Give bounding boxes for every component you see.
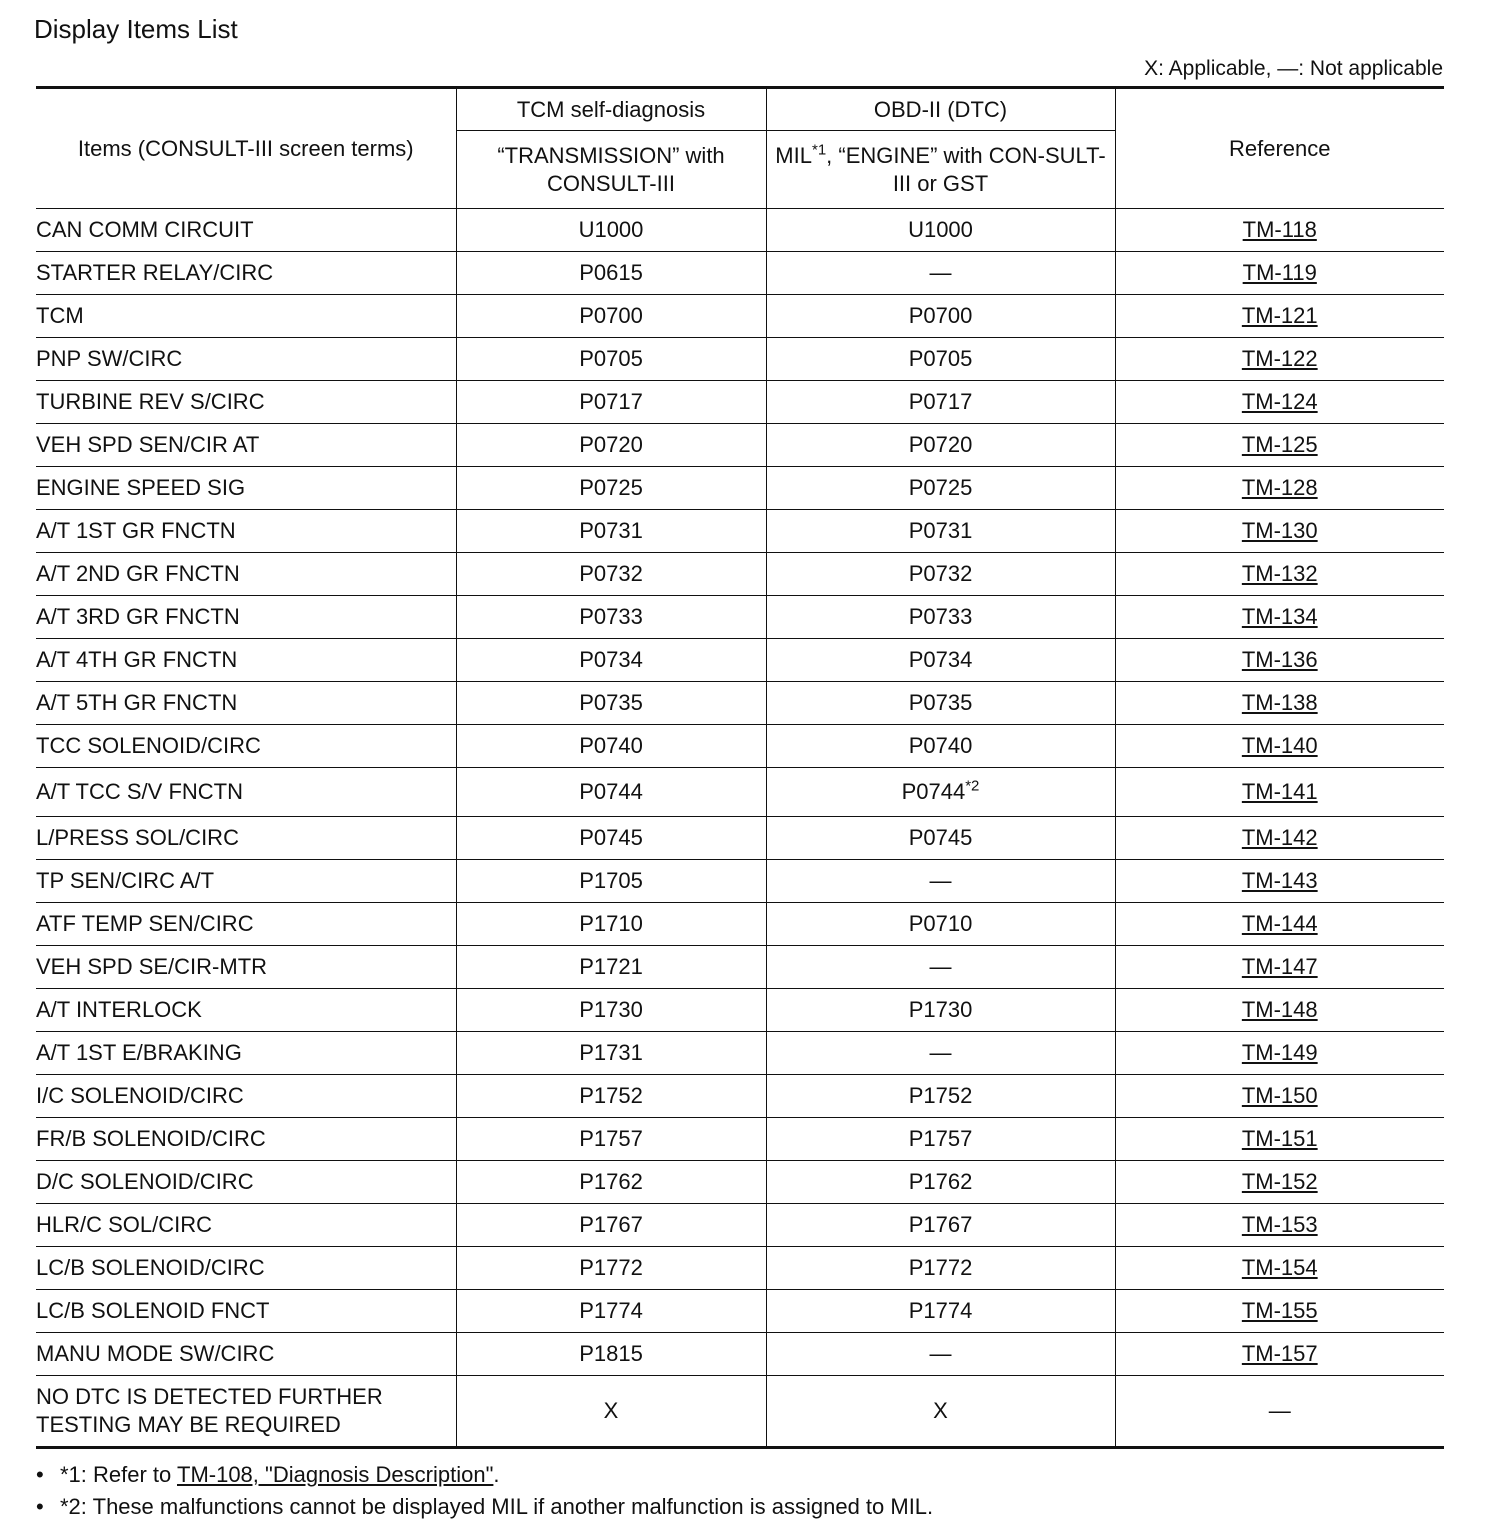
item-cell: A/T 1ST E/BRAKING	[36, 1032, 456, 1075]
table-row	[36, 1247, 1444, 1290]
reference-cell	[1115, 1333, 1444, 1376]
header-obd: OBD-II (DTC)	[766, 88, 1115, 131]
obd-code-cell: P0720	[766, 424, 1115, 467]
item-cell: A/T INTERLOCK	[36, 989, 456, 1032]
obd-code-cell: P0700	[766, 295, 1115, 338]
item-cell: TCM	[36, 295, 456, 338]
header-reference: Reference	[1115, 88, 1444, 209]
tcm-code-cell: P1752	[456, 1075, 766, 1118]
header-tcm-sub: “TRANSMISSION” with CONSULT-III	[456, 131, 766, 209]
table-row	[36, 768, 1444, 817]
item-cell: TP SEN/CIRC A/T	[36, 860, 456, 903]
tcm-code-cell: U1000	[456, 209, 766, 252]
table-row	[36, 424, 1444, 467]
obd-code-cell: P0725	[766, 467, 1115, 510]
tcm-code-cell: P0734	[456, 639, 766, 682]
reference-link[interactable]: TM-118	[1242, 217, 1317, 242]
table-row	[36, 1333, 1444, 1376]
obd-code-cell: P0733	[766, 596, 1115, 639]
obd-code-cell: U1000	[766, 209, 1115, 252]
table-row	[36, 596, 1444, 639]
obd-code-cell: P0731	[766, 510, 1115, 553]
tcm-code-cell: P1757	[456, 1118, 766, 1161]
reference-cell	[1115, 1247, 1444, 1290]
reference-link[interactable]: TM-138	[1241, 690, 1318, 715]
reference-link[interactable]: TM-141	[1241, 779, 1318, 804]
item-cell: A/T 5TH GR FNCTN	[36, 682, 456, 725]
obd-code-cell: P0740	[766, 725, 1115, 768]
obd-code-cell: P1762	[766, 1161, 1115, 1204]
item-cell: HLR/C SOL/CIRC	[36, 1204, 456, 1247]
reference-cell	[1115, 860, 1444, 903]
table-row	[36, 295, 1444, 338]
obd-code-cell: —	[766, 1032, 1115, 1075]
item-cell: VEH SPD SEN/CIR AT	[36, 424, 456, 467]
reference-link[interactable]: TM-150	[1241, 1083, 1318, 1108]
tcm-code-cell: P1730	[456, 989, 766, 1032]
obd-code-cell: P0734	[766, 639, 1115, 682]
obd-code-cell: P0735	[766, 682, 1115, 725]
item-cell: A/T TCC S/V FNCTN	[36, 768, 456, 817]
obd-code-cell: P0710	[766, 903, 1115, 946]
reference-cell	[1115, 209, 1444, 252]
table-row	[36, 467, 1444, 510]
obd-code-cell: —	[766, 252, 1115, 295]
reference-link[interactable]: TM-134	[1241, 604, 1318, 629]
reference-link[interactable]: TM-121	[1241, 303, 1318, 328]
tcm-code-cell: X	[456, 1376, 766, 1448]
header-obd-sub-prefix: MIL	[775, 142, 812, 168]
bullet: •	[36, 1494, 44, 1519]
reference-cell	[1115, 424, 1444, 467]
item-cell: A/T 4TH GR FNCTN	[36, 639, 456, 682]
table-body	[36, 209, 1444, 1448]
reference-link[interactable]: TM-149	[1241, 1040, 1318, 1065]
reference-cell	[1115, 1161, 1444, 1204]
tcm-code-cell: P0700	[456, 295, 766, 338]
reference-cell	[1115, 467, 1444, 510]
header-obd-sub	[766, 131, 1115, 209]
obd-code-cell: P1730	[766, 989, 1115, 1032]
obd-code-cell	[766, 768, 1115, 817]
diagnosis-description-link[interactable]: TM-108, "Diagnosis Description"	[177, 1462, 494, 1487]
obd-code-cell: —	[766, 946, 1115, 989]
table-row	[36, 1075, 1444, 1118]
reference-cell: —	[1115, 1376, 1444, 1448]
reference-cell	[1115, 817, 1444, 860]
tcm-code-cell: P0717	[456, 381, 766, 424]
reference-link[interactable]: TM-152	[1241, 1169, 1318, 1194]
reference-link[interactable]: TM-142	[1241, 825, 1318, 850]
tcm-code-cell: P1710	[456, 903, 766, 946]
tcm-code-cell: P0725	[456, 467, 766, 510]
reference-link[interactable]: TM-147	[1241, 954, 1318, 979]
display-items-table	[36, 86, 1444, 1449]
reference-link[interactable]: TM-132	[1241, 561, 1318, 586]
page-title: Display Items List	[34, 14, 238, 44]
applicability-legend: X: Applicable, —: Not applicable	[1144, 57, 1443, 80]
tcm-code-cell: P1774	[456, 1290, 766, 1333]
reference-cell	[1115, 1290, 1444, 1333]
table-row	[36, 1376, 1444, 1448]
item-cell: PNP SW/CIRC	[36, 338, 456, 381]
item-cell: FR/B SOLENOID/CIRC	[36, 1118, 456, 1161]
item-cell: A/T 2ND GR FNCTN	[36, 553, 456, 596]
reference-cell	[1115, 252, 1444, 295]
item-cell: A/T 1ST GR FNCTN	[36, 510, 456, 553]
obd-code-cell: —	[766, 1333, 1115, 1376]
table-row	[36, 817, 1444, 860]
tcm-code-cell: P0745	[456, 817, 766, 860]
tcm-code-cell: P0735	[456, 682, 766, 725]
table-row	[36, 989, 1444, 1032]
table-row	[36, 1118, 1444, 1161]
reference-link[interactable]: TM-143	[1241, 868, 1318, 893]
reference-cell	[1115, 338, 1444, 381]
item-cell: TCC SOLENOID/CIRC	[36, 725, 456, 768]
reference-link[interactable]: TM-155	[1241, 1298, 1318, 1323]
tcm-code-cell: P0732	[456, 553, 766, 596]
reference-link[interactable]: TM-124	[1241, 389, 1318, 414]
reference-link[interactable]: TM-144	[1241, 911, 1318, 936]
reference-link[interactable]: TM-122	[1241, 346, 1318, 371]
reference-cell	[1115, 725, 1444, 768]
tcm-code-cell: P0705	[456, 338, 766, 381]
tcm-code-cell: P1762	[456, 1161, 766, 1204]
tcm-code-cell: P0744	[456, 768, 766, 817]
table-row	[36, 338, 1444, 381]
item-cell: ENGINE SPEED SIG	[36, 467, 456, 510]
tcm-code-cell: P1721	[456, 946, 766, 989]
reference-link[interactable]: TM-128	[1241, 475, 1318, 500]
table-row	[36, 1032, 1444, 1075]
bullet: •	[36, 1462, 44, 1487]
item-cell: L/PRESS SOL/CIRC	[36, 817, 456, 860]
reference-link[interactable]: TM-125	[1241, 432, 1318, 457]
tcm-code-cell: P1772	[456, 1247, 766, 1290]
table-row	[36, 252, 1444, 295]
reference-cell	[1115, 946, 1444, 989]
item-cell: VEH SPD SE/CIR-MTR	[36, 946, 456, 989]
footnote-marker-1: *1	[811, 141, 827, 159]
obd-code-cell: P0705	[766, 338, 1115, 381]
item-cell: A/T 3RD GR FNCTN	[36, 596, 456, 639]
reference-cell	[1115, 1032, 1444, 1075]
footnote-1	[36, 1461, 933, 1493]
table-row	[36, 682, 1444, 725]
item-cell: D/C SOLENOID/CIRC	[36, 1161, 456, 1204]
reference-cell	[1115, 510, 1444, 553]
footnote-1-prefix: *1: Refer to	[60, 1462, 177, 1487]
reference-link[interactable]: TM-154	[1241, 1255, 1318, 1280]
item-cell: MANU MODE SW/CIRC	[36, 1333, 456, 1376]
reference-cell	[1115, 989, 1444, 1032]
item-cell: LC/B SOLENOID/CIRC	[36, 1247, 456, 1290]
reference-link[interactable]: TM-140	[1241, 733, 1318, 758]
reference-cell	[1115, 596, 1444, 639]
reference-link[interactable]: TM-119	[1242, 260, 1317, 285]
reference-link[interactable]: TM-130	[1241, 518, 1318, 543]
reference-link[interactable]: TM-148	[1241, 997, 1318, 1022]
reference-cell	[1115, 553, 1444, 596]
table-row	[36, 639, 1444, 682]
item-cell: TURBINE REV S/CIRC	[36, 381, 456, 424]
obd-code-cell: P1752	[766, 1075, 1115, 1118]
tcm-code-cell: P1815	[456, 1333, 766, 1376]
obd-code-cell: —	[766, 860, 1115, 903]
table-row	[36, 725, 1444, 768]
reference-link[interactable]: TM-151	[1241, 1126, 1318, 1151]
reference-cell	[1115, 768, 1444, 817]
tcm-code-cell: P1731	[456, 1032, 766, 1075]
item-cell: I/C SOLENOID/CIRC	[36, 1075, 456, 1118]
item-cell: NO DTC IS DETECTED FURTHER TESTING MAY BE REQUIRED	[36, 1376, 456, 1448]
table-row	[36, 903, 1444, 946]
table-row	[36, 381, 1444, 424]
footnote-1-suffix: .	[493, 1462, 500, 1487]
reference-cell	[1115, 295, 1444, 338]
table-row	[36, 1290, 1444, 1333]
obd-code-cell: P0732	[766, 553, 1115, 596]
obd-code-cell: X	[766, 1376, 1115, 1448]
tcm-code-cell: P0733	[456, 596, 766, 639]
footnotes	[36, 1461, 933, 1525]
obd-code-cell: P0745	[766, 817, 1115, 860]
obd-code-cell: P1767	[766, 1204, 1115, 1247]
obd-code: P0744	[901, 779, 966, 804]
reference-cell	[1115, 1204, 1444, 1247]
table-row	[36, 860, 1444, 903]
table-row	[36, 209, 1444, 252]
table-row	[36, 1161, 1444, 1204]
tcm-code-cell: P0720	[456, 424, 766, 467]
tcm-code-cell: P1705	[456, 860, 766, 903]
table-row	[36, 553, 1444, 596]
reference-cell	[1115, 381, 1444, 424]
header-tcm: TCM self-diagnosis	[456, 88, 766, 131]
tcm-code-cell: P0731	[456, 510, 766, 553]
item-cell: STARTER RELAY/CIRC	[36, 252, 456, 295]
reference-link[interactable]: TM-153	[1241, 1212, 1318, 1237]
obd-code-cell: P1757	[766, 1118, 1115, 1161]
header-items: Items (CONSULT-III screen terms)	[36, 88, 456, 209]
header-obd-sub-rest: , “ENGINE” with CON-SULT-III or GST	[826, 142, 1106, 196]
tcm-code-cell: P0740	[456, 725, 766, 768]
footnote-2	[36, 1493, 933, 1525]
tcm-code-cell: P0615	[456, 252, 766, 295]
table-row	[36, 946, 1444, 989]
reference-cell	[1115, 682, 1444, 725]
obd-code-cell: P1774	[766, 1290, 1115, 1333]
reference-link[interactable]: TM-136	[1241, 647, 1318, 672]
obd-code-cell: P0717	[766, 381, 1115, 424]
reference-link[interactable]: TM-157	[1241, 1341, 1318, 1366]
item-cell: LC/B SOLENOID FNCT	[36, 1290, 456, 1333]
obd-code-cell: P1772	[766, 1247, 1115, 1290]
tcm-code-cell: P1767	[456, 1204, 766, 1247]
table-row	[36, 1204, 1444, 1247]
reference-cell	[1115, 1075, 1444, 1118]
reference-cell	[1115, 903, 1444, 946]
footnote-2-text: *2: These malfunctions cannot be displayed MIL if another malfunction is assigned to MIL.	[60, 1494, 934, 1519]
reference-cell	[1115, 1118, 1444, 1161]
table-row	[36, 510, 1444, 553]
item-cell: CAN COMM CIRCUIT	[36, 209, 456, 252]
item-cell: ATF TEMP SEN/CIRC	[36, 903, 456, 946]
footnote-marker-2: *2	[965, 777, 980, 795]
reference-cell	[1115, 639, 1444, 682]
